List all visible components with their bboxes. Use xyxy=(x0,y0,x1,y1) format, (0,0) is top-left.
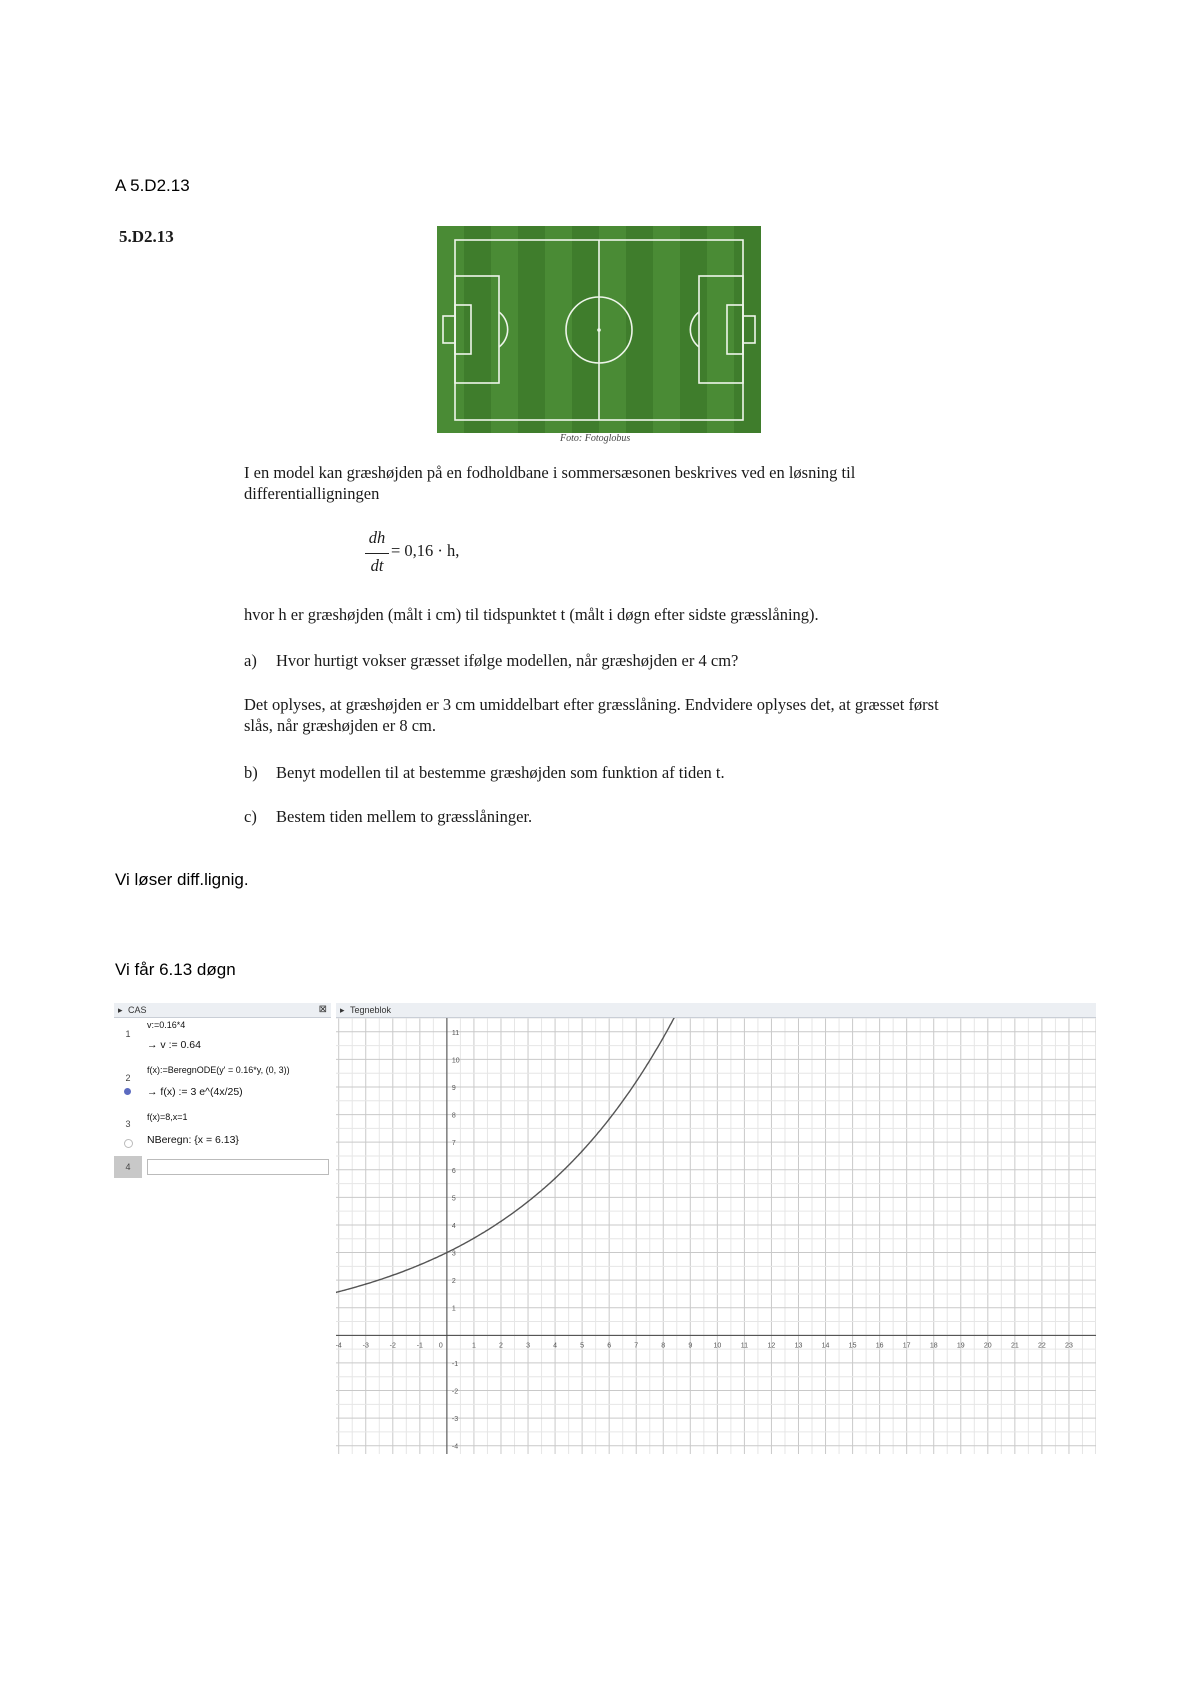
curve-point xyxy=(554,1178,556,1180)
question-a-label: a) xyxy=(244,651,257,670)
x-tick-label: 6 xyxy=(607,1342,612,1350)
x-tick-label: 18 xyxy=(929,1342,938,1350)
y-tick-label: 11 xyxy=(451,1029,460,1037)
x-tick-label: 2 xyxy=(499,1342,503,1350)
y-tick-label: 4 xyxy=(451,1222,456,1230)
x-tick-label: 21 xyxy=(1010,1342,1019,1350)
collapse-triangle-icon[interactable]: ▸ xyxy=(340,1005,345,1015)
x-tick-label: 13 xyxy=(794,1342,803,1350)
question-b-label: b) xyxy=(244,763,258,782)
y-tick-label: -2 xyxy=(451,1388,459,1396)
cas-row-number: 2 xyxy=(125,1073,131,1083)
graphics-panel-title: Tegneblok xyxy=(350,1005,392,1015)
x-tick-label: 7 xyxy=(634,1342,639,1350)
y-tick-label: 3 xyxy=(451,1250,456,1258)
image-caption: Foto: Fotoglobus xyxy=(560,433,631,444)
cas-panel-title: CAS xyxy=(128,1005,147,1015)
cas-row-output: NBeregn: {x = 6.13} xyxy=(147,1134,239,1146)
visibility-toggle-icon[interactable] xyxy=(124,1088,131,1095)
geogebra-window xyxy=(114,1003,1096,1453)
question-a-text: Hvor hurtigt vokser græsset ifølge modellen, når græshøjden er 4 cm? xyxy=(276,651,739,670)
differential-equation xyxy=(365,528,485,578)
x-tick-label: 3 xyxy=(526,1342,530,1350)
x-tick-label: -1 xyxy=(416,1342,423,1350)
x-tick-label: 22 xyxy=(1038,1342,1046,1350)
paragraph-result: Vi får 6.13 døgn xyxy=(115,960,236,979)
x-tick-label: 19 xyxy=(956,1342,965,1350)
curve-point xyxy=(365,1283,367,1285)
equation-numerator: dh xyxy=(368,528,386,547)
x-tick-label: 5 xyxy=(580,1342,585,1350)
fraction-bar xyxy=(365,553,389,554)
cas-row-input[interactable]: f(x)=8,x=1 xyxy=(147,1112,188,1122)
cas-row-number: 1 xyxy=(125,1029,131,1039)
x-tick-label: -4 xyxy=(336,1342,342,1350)
function-graph[interactable] xyxy=(336,1018,1096,1454)
cas-row[interactable] xyxy=(114,1061,331,1107)
y-tick-label: -1 xyxy=(451,1360,459,1368)
x-tick-label: 23 xyxy=(1065,1342,1073,1350)
x-tick-label: 17 xyxy=(902,1342,911,1350)
paragraph-solve: Vi løser diff.lignig. xyxy=(115,870,249,889)
question-c-text: Bestem tiden mellem to græsslåninger. xyxy=(276,807,533,826)
y-tick-label: -4 xyxy=(451,1443,459,1451)
curve-point xyxy=(392,1274,394,1276)
graphics-panel-header xyxy=(336,1003,1096,1018)
x-tick-label: 15 xyxy=(848,1342,857,1350)
origin-label: 0 xyxy=(438,1342,443,1350)
curve-point xyxy=(635,1081,637,1083)
y-tick-label: 5 xyxy=(451,1195,456,1203)
football-pitch-drawing xyxy=(437,226,761,433)
x-tick-label: 14 xyxy=(821,1342,830,1350)
question-c-label: c) xyxy=(244,807,257,826)
x-tick-label: 16 xyxy=(875,1342,884,1350)
curve-point xyxy=(581,1150,583,1152)
y-tick-label: 9 xyxy=(451,1084,456,1092)
cas-panel-header xyxy=(114,1003,331,1018)
cas-row-input[interactable]: v:=0.16*4 xyxy=(147,1020,186,1030)
y-tick-label: 8 xyxy=(451,1112,456,1120)
task-number: 5.D2.13 xyxy=(119,227,174,246)
x-tick-label: 20 xyxy=(983,1342,992,1350)
x-tick-label: -3 xyxy=(362,1342,369,1350)
y-tick-label: 6 xyxy=(451,1167,456,1175)
task-info: Det oplyses, at græshøjden er 3 cm umiddelbart efter græsslåning. Endvidere oplyses det, at græsset først slås, når græshøjden er 8 cm. xyxy=(244,695,939,735)
task-definition: hvor h er græshøjden (målt i cm) til tidspunktet t (målt i døgn efter sidste græsslåning). xyxy=(244,605,819,624)
curve-point xyxy=(419,1264,421,1266)
y-tick-label: 1 xyxy=(451,1305,456,1313)
cas-row[interactable] xyxy=(114,1109,331,1155)
graphics-panel xyxy=(336,1003,1096,1453)
curve-point xyxy=(527,1201,529,1203)
y-tick-label: 2 xyxy=(451,1278,456,1286)
question-b xyxy=(244,762,954,783)
x-tick-label: -2 xyxy=(389,1342,396,1350)
curve-point xyxy=(500,1221,502,1223)
x-tick-label: 1 xyxy=(471,1342,476,1350)
y-tick-label: 7 xyxy=(451,1140,456,1148)
collapse-triangle-icon[interactable]: ▸ xyxy=(118,1005,123,1015)
document-title: A 5.D2.13 xyxy=(115,176,190,195)
cas-row-output: → v := 0.64 xyxy=(147,1039,201,1051)
y-tick-label: 10 xyxy=(451,1057,460,1065)
question-a xyxy=(244,650,954,671)
x-tick-label: 10 xyxy=(713,1342,722,1350)
task-intro: I en model kan græshøjden på en fodholdbane i sommersæsonen beskrives ved en løsning til differentialligningen xyxy=(244,463,856,503)
football-pitch-image xyxy=(437,226,761,433)
x-tick-label: 8 xyxy=(661,1342,666,1350)
curve-point xyxy=(473,1237,475,1239)
curve-point xyxy=(608,1118,610,1120)
close-icon[interactable]: ⊠ xyxy=(318,1004,327,1015)
cas-panel xyxy=(114,1003,331,1453)
x-tick-label: 11 xyxy=(740,1342,749,1350)
question-c xyxy=(244,806,954,827)
cas-row-number: 3 xyxy=(125,1119,131,1129)
equation-denominator: dt xyxy=(370,556,384,575)
x-tick-label: 12 xyxy=(767,1342,776,1350)
cas-row-output: → f(x) := 3 e^(4x/25) xyxy=(147,1086,243,1098)
x-tick-label: 4 xyxy=(553,1342,558,1350)
equation-right-side: = 0,16 · h, xyxy=(391,541,460,560)
visibility-toggle-icon[interactable] xyxy=(124,1139,133,1148)
question-b-text: Benyt modellen til at bestemme græshøjden som funktion af tiden t. xyxy=(276,763,725,782)
curve-point xyxy=(446,1252,448,1254)
cas-row[interactable] xyxy=(114,1156,331,1178)
y-tick-label: -3 xyxy=(451,1416,459,1424)
cas-row[interactable] xyxy=(114,1019,331,1059)
cas-row-number: 4 xyxy=(114,1156,142,1178)
x-tick-label: 9 xyxy=(688,1342,693,1350)
cas-input-field[interactable] xyxy=(147,1159,329,1175)
cas-row-input[interactable]: f(x):=BeregnODE(y' = 0.16*y, (0, 3)) xyxy=(147,1065,290,1075)
